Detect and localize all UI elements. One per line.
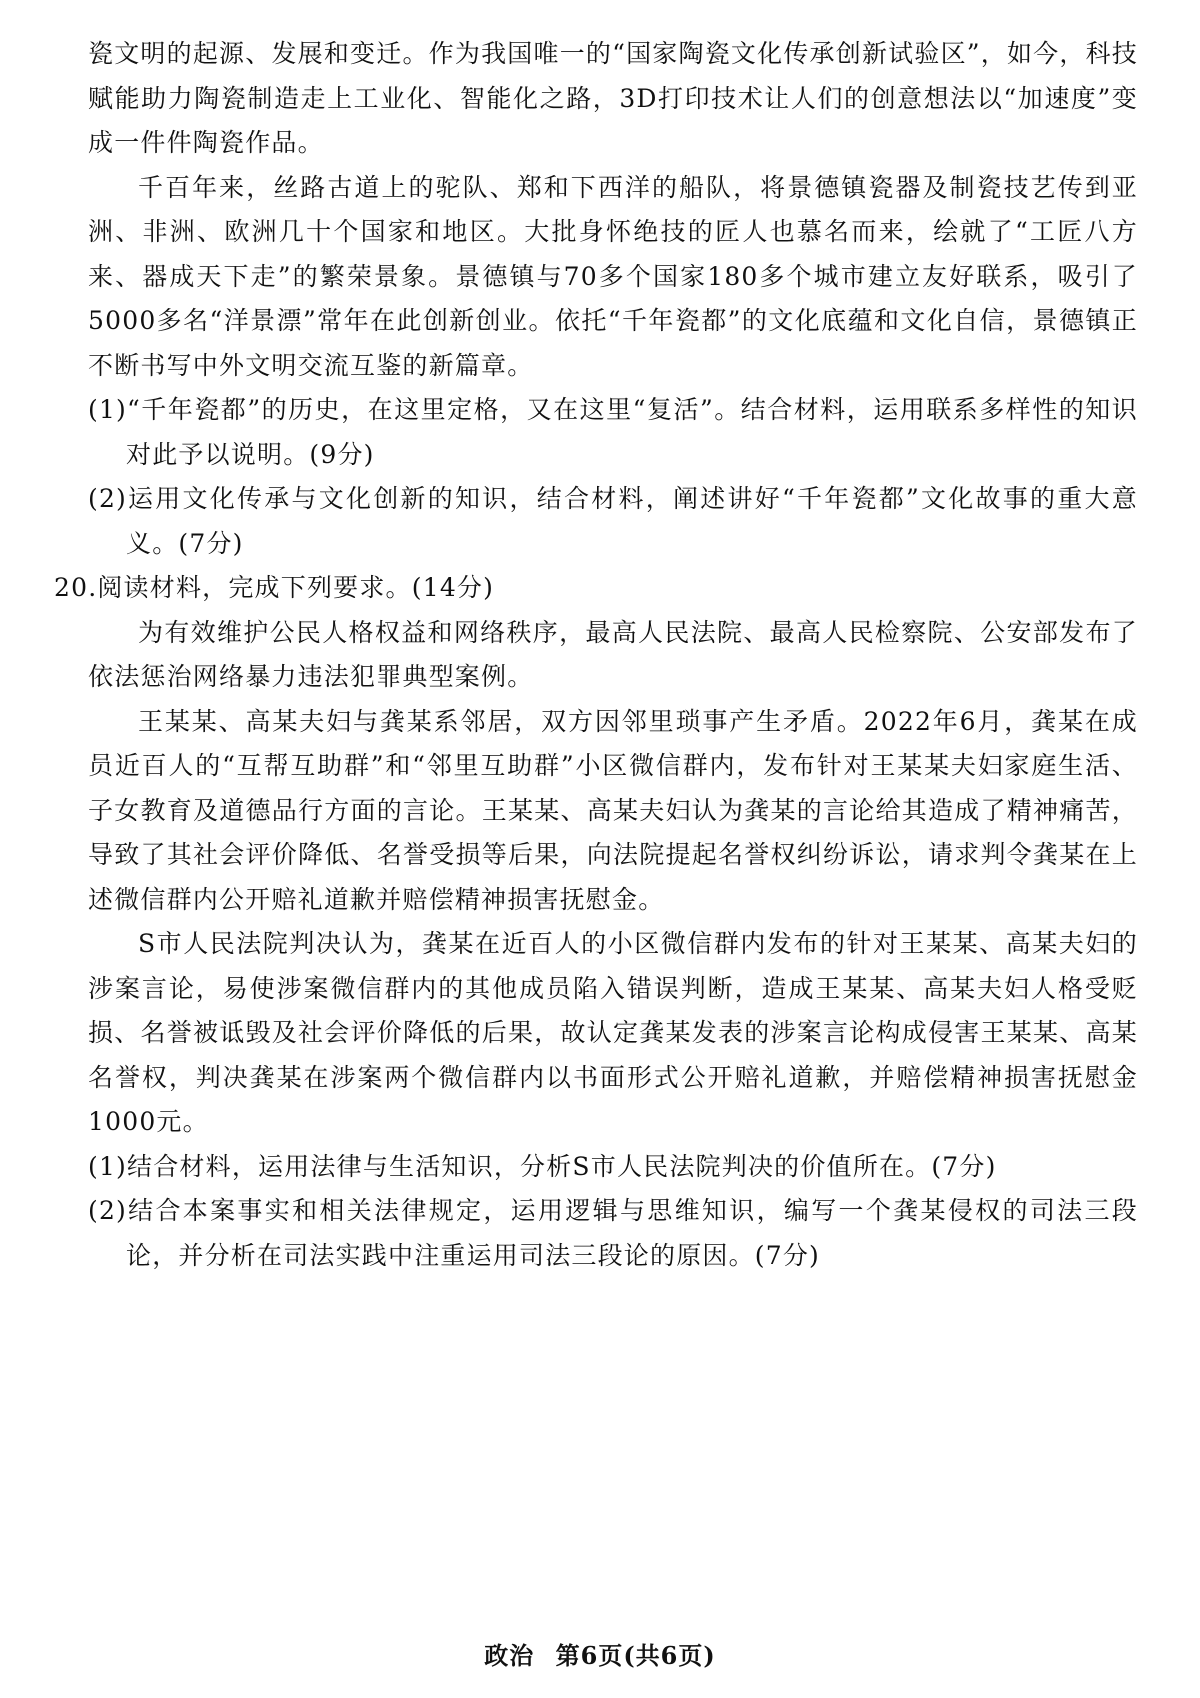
q20-material-paragraph-3: S市人民法院判决认为，龚某在近百人的小区微信群内发布的针对王某某、高某夫妇的涉案言论，易使涉案微信群内的其他成员陷入错误判断，造成王某某、高某夫妇人格受贬损、名誉被诋毁及社会评价降低的后果，故认定龚某发表的涉案言论构成侵害王某某、高某名誉权，判决龚某在涉案两个微信群内以书面形式公开赔礼道歉，并赔偿精神损害抚慰金1000元。 — [88, 929, 1138, 1136]
q20-subquestion-1: (1)结合材料，运用法律与生活知识，分析S市人民法院判决的价值所在。(7分) — [88, 1151, 997, 1181]
q20-material-paragraph-2: 王某某、高某夫妇与龚某系邻居，双方因邻里琐事产生矛盾。2022年6月，龚某在成员近百人的“互帮互助群”和“邻里互助群”小区微信群内，发布针对王某某夫妇家庭生活、子女教育及道德品行方面的言论。王某某、高某夫妇认为龚某的言论给其造成了精神痛苦，导致了其社会评价降低、名誉受损等后果，向法院提起名誉权纠纷诉讼，请求判令龚某在上述微信群内公开赔礼道歉并赔偿精神损害抚慰金。 — [88, 706, 1138, 914]
q20-heading: 20.阅读材料，完成下列要求。(14分) — [54, 573, 495, 602]
q19-material-paragraph-2: 千百年来，丝路古道上的驼队、郑和下西洋的船队，将景德镇瓷器及制瓷技艺传到亚洲、非洲、欧洲几十个国家和地区。大批身怀绝技的匠人也慕名而来，绘就了“工匠八方来、器成天下走”的繁荣景象。景德镇与70多个国家180多个城市建立友好联系，吸引了5000多名“洋景漂”常年在此创新创业。依托“千年瓷都”的文化底蕴和文化自信，景德镇正不断书写中外文明交流互鉴的新篇章。 — [88, 172, 1138, 380]
footer-page-number: 第6页(共6页) — [555, 1641, 716, 1670]
page-footer — [0, 1636, 1200, 1671]
q20-subquestion-2: (2)结合本案事实和相关法律规定，运用逻辑与思维知识，编写一个龚某侵权的司法三段论，并分析在司法实践中注重运用司法三段论的原因。(7分) — [88, 1196, 1138, 1270]
q19-material-continuation: 瓷文明的起源、发展和变迁。作为我国唯一的“国家陶瓷文化传承创新试验区”，如今，科技赋能助力陶瓷制造走上工业化、智能化之路，3D打印技术让人们的创意想法以“加速度”变成一件件陶瓷作品。 — [88, 39, 1138, 157]
q19-subquestion-2: (2)运用文化传承与文化创新的知识，结合材料，阐述讲好“千年瓷都”文化故事的重大意义。(7分) — [88, 484, 1138, 558]
q19-subquestion-1: (1)“千年瓷都”的历史，在这里定格，又在这里“复活”。结合材料，运用联系多样性的知识对此予以说明。(9分) — [88, 395, 1138, 469]
q20-material-paragraph-1: 为有效维护公民人格权益和网络秩序，最高人民法院、最高人民检察院、公安部发布了依法惩治网络暴力违法犯罪典型案例。 — [88, 617, 1138, 691]
page-content — [54, 32, 1138, 1278]
footer-subject: 政治 — [484, 1641, 535, 1670]
